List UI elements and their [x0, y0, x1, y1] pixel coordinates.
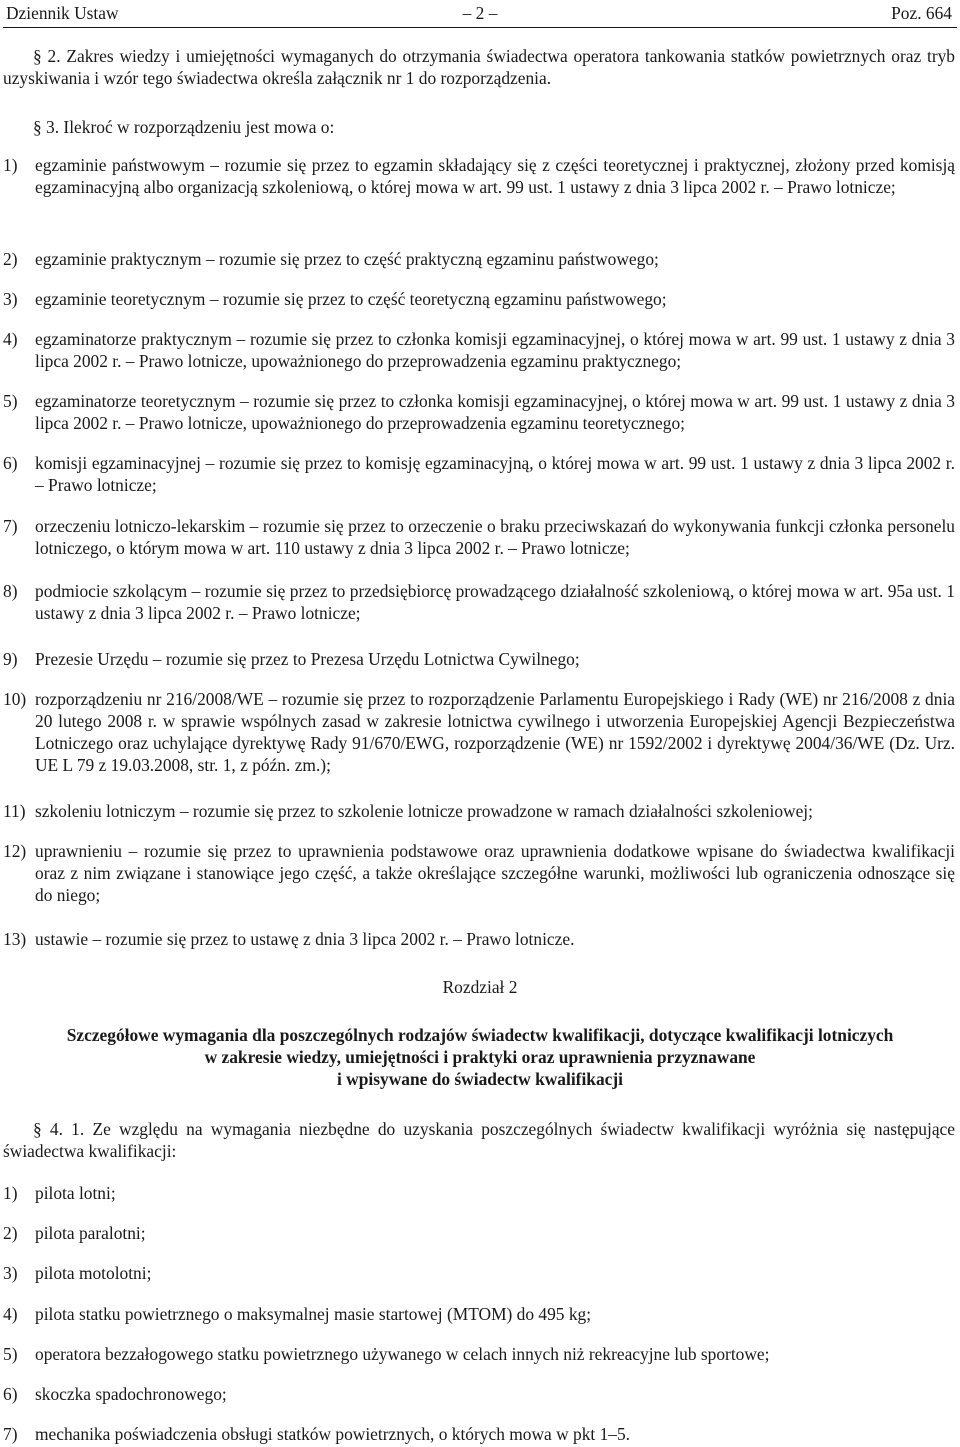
definition-text: egzaminie teoretycznym – rozumie się przez to część teoretyczną egzaminu państwowego;: [35, 289, 667, 309]
definition-text: podmiocie szkolącym – rozumie się przez to przedsiębiorcę prowadzącego działalność szkoleniową, o której mowa w art. 95a ust. 1 ustawy z dnia 3 lipca 2002 r. – Prawo lotnicze;: [35, 581, 955, 623]
definition-number: 7): [3, 516, 18, 536]
definition-item: [3, 248, 955, 270]
certificate-number: 1): [3, 1183, 18, 1203]
certificate-item: [3, 1423, 955, 1445]
definition-number: 8): [3, 581, 18, 601]
definition-number: 4): [3, 329, 18, 349]
definition-item: [3, 840, 955, 906]
certificate-item: [3, 1182, 955, 1204]
chapter-label: Rozdział 2: [442, 977, 518, 997]
definition-text: komisji egzaminacyjnej – rozumie się przez to komisję egzaminacyjną, o której mowa w art. 99 ust. 1 ustawy z dnia 3 lipca 2002 r. – Prawo lotnicze;: [35, 453, 955, 495]
definition-text: egzaminatorze teoretycznym – rozumie się przez to członka komisji egzaminacyjnej, o której mowa w art. 99 ust. 1 ustawy z dnia 3 lipca 2002 r. – Prawo lotnicze, upoważnionego do przeprowadzenia egzaminu teoretycznego;: [35, 391, 955, 433]
certificate-number: 2): [3, 1223, 18, 1243]
definition-item: [3, 580, 955, 624]
certificate-item: [3, 1222, 955, 1244]
certificate-item: [3, 1303, 955, 1325]
definition-item: [3, 800, 955, 822]
paragraph-2: § 2. Zakres wiedzy i umiejętności wymaganych do otrzymania świadectwa operatora tankowania statków powietrznych oraz tryb uzyskiwania i wzór tego świadectwa określa załącznik nr 1 do rozporządzenia.: [3, 46, 955, 88]
chapter-title-line: i wpisywane do świadectw kwalifikacji: [337, 1069, 623, 1089]
definition-item: [3, 328, 955, 372]
definition-text: egzaminatorze praktycznym – rozumie się przez to członka komisji egzaminacyjnej, o której mowa w art. 99 ust. 1 ustawy z dnia 3 lipca 2002 r. – Prawo lotnicze, upoważnionego do przeprowadzenia egzaminu praktycznego;: [35, 329, 955, 371]
position-number: Poz. 664: [891, 3, 952, 23]
definition-number: 11): [3, 801, 26, 821]
page-number: – 2 –: [462, 3, 498, 23]
definition-number: 6): [3, 453, 18, 473]
certificate-text: pilota lotni;: [35, 1183, 116, 1203]
definition-number: 2): [3, 249, 18, 269]
paragraph-3: § 3. Ilekroć w rozporządzeniu jest mowa o:: [33, 117, 335, 137]
header-divider: [3, 27, 957, 28]
definition-item: [3, 288, 955, 310]
certificate-text: pilota paralotni;: [35, 1223, 146, 1243]
definition-text: szkoleniu lotniczym – rozumie się przez to szkolenie lotnicze prowadzone w ramach działalności szkoleniowej;: [35, 801, 813, 821]
definition-item: [3, 928, 955, 950]
definition-number: 10): [3, 689, 27, 709]
definition-text: uprawnieniu – rozumie się przez to uprawnienia podstawowe oraz uprawnienia dodatkowe wpisane do świadectwa kwalifikacji oraz z nim związane i stanowiące jego część, a także określające szczegółne warunki, możliwości lub ograniczenia odnoszące się do niego;: [35, 841, 955, 905]
chapter-title-line: Szczegółowe wymagania dla poszczególnych rodzajów świadectw kwalifikacji, dotyczące kwalifikacji lotniczych: [66, 1025, 894, 1045]
chapter-title-line: w zakresie wiedzy, umiejętności i praktyki oraz uprawnienia przyznawane: [204, 1047, 756, 1067]
certificate-text: mechanika poświadczenia obsługi statków powietrznych, o których mowa w pkt 1–5.: [35, 1424, 631, 1444]
definition-text: ustawie – rozumie się przez to ustawę z dnia 3 lipca 2002 r. – Prawo lotnicze.: [35, 929, 575, 949]
certificate-item: [3, 1262, 955, 1284]
page-header: [3, 2, 957, 24]
certificate-number: 7): [3, 1424, 18, 1444]
journal-title: Dziennik Ustaw: [6, 3, 119, 23]
definition-item: [3, 154, 955, 198]
certificate-item: [3, 1343, 955, 1365]
certificate-number: 6): [3, 1384, 18, 1404]
definition-item: [3, 648, 955, 670]
certificate-number: 4): [3, 1304, 18, 1324]
definition-number: 13): [3, 929, 27, 949]
definition-text: orzeczeniu lotniczo-lekarskim – rozumie się przez to orzeczenie o braku przeciwskazań do wykonywania funkcji członka personelu lotniczego, o którym mowa w art. 110 ustawy z dnia 3 lipca 2002 r. – Prawo lotnicze;: [35, 516, 955, 558]
definition-item: [3, 452, 955, 496]
certificate-item: [3, 1383, 955, 1405]
definition-number: 12): [3, 841, 27, 861]
definition-item: [3, 390, 955, 434]
definition-text: egzaminie praktycznym – rozumie się przez to część praktyczną egzaminu państwowego;: [35, 249, 659, 269]
definition-item: [3, 515, 955, 559]
definition-number: 1): [3, 155, 18, 175]
certificate-text: skoczka spadochronowego;: [35, 1384, 227, 1404]
paragraph-4: § 4. 1. Ze względu na wymagania niezbędne do uzyskania poszczególnych świadectw kwalifikacji wyróżnia się następujące świadectwa kwalifikacji:: [3, 1119, 955, 1161]
definition-text: rozporządzeniu nr 216/2008/WE – rozumie się przez to rozporządzenie Parlamentu Europejskiego i Rady (WE) nr 216/2008 z dnia 20 lutego 2008 r. w sprawie wspólnych zasad w zakresie lotnictwa cywilnego i utworzenia Europejskiej Agencji Bezpieczeństwa Lotniczego oraz uchylające dyrektywę Rady 91/670/EWG, rozporządzenie (WE) nr 1592/2002 i dyrektywę 2004/36/WE (Dz. Urz. UE L 79 z 19.03.2008, str. 1, z późn. zm.);: [35, 689, 955, 775]
definition-number: 9): [3, 649, 18, 669]
chapter-title: [0, 1024, 960, 1090]
certificate-text: operatora bezzałogowego statku powietrznego używanego w celach innych niż rekreacyjne lub sportowe;: [35, 1344, 770, 1364]
definition-number: 3): [3, 289, 18, 309]
certificate-number: 3): [3, 1263, 18, 1283]
definition-number: 5): [3, 391, 18, 411]
certificate-number: 5): [3, 1344, 18, 1364]
certificate-text: pilota motolotni;: [35, 1263, 152, 1283]
certificate-text: pilota statku powietrznego o maksymalnej masie startowej (MTOM) do 495 kg;: [35, 1304, 592, 1324]
definition-item: [3, 688, 955, 776]
definition-text: Prezesie Urzędu – rozumie się przez to Prezesa Urzędu Lotnictwa Cywilnego;: [35, 649, 580, 669]
definition-text: egzaminie państwowym – rozumie się przez to egzamin składający się z części teoretycznej i praktycznej, złożony przed komisją egzaminacyjną albo organizacją szkoleniową, o której mowa w art. 99 ust. 1 ustawy z dnia 3 lipca 2002 r. – Prawo lotnicze;: [35, 155, 955, 197]
